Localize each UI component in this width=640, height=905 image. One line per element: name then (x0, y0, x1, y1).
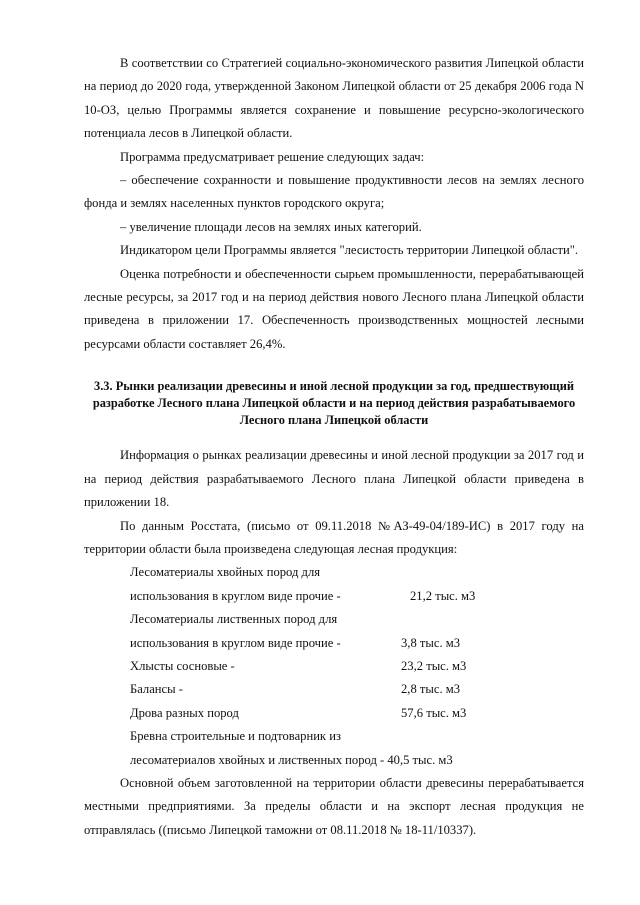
product-value: 21,2 тыс. м3 (410, 588, 476, 603)
product-name: Бревна строительные и подтоварник из (130, 729, 341, 744)
product-line (84, 678, 584, 701)
product-name: использования в круглом виде прочие - (130, 635, 341, 650)
product-name: Балансы - (130, 682, 183, 697)
paragraph-task-1: – обеспечение сохранности и повышение продуктивности лесов на землях лесного фонда и землях населенных пунктов городского округа; (84, 173, 584, 211)
product-line (84, 725, 584, 748)
product-name: использования в круглом виде прочие - (130, 588, 341, 603)
document-page (84, 52, 584, 842)
product-value: 3,8 тыс. м3 (401, 635, 461, 650)
product-name: лесоматериалов хвойных и лиственных пород - (130, 752, 385, 767)
paragraph-goal: В соответствии со Стратегией социально-экономического развития Липецкой области на период до 2020 года, утвержденной Законом Липецкой области от 25 декабря 2006 года N 10-ОЗ, целью Программы является сохранение и повышение ресурсно-экологического потенциала лесов в Липецкой области. (84, 56, 584, 141)
paragraph-markets-info: Информация о рынках реализации древесины и иной лесной продукции за 2017 год и на период действия разрабатываемого Лесного плана Липецкой области приведена в приложении 18. (84, 448, 584, 510)
paragraph-assessment: Оценка потребности и обеспеченности сырьем промышленности, перерабатывающей лесные ресурсы, за 2017 год и на период действия нового Лесного плана Липецкой области приведена в приложении 17. Обеспеченность производственных мощностей лесными ресурсами области составляет 26,4%. (84, 266, 584, 351)
product-line (84, 561, 584, 584)
product-value: 23,2 тыс. м3 (401, 658, 467, 673)
product-line (84, 585, 584, 608)
product-value: 57,6 тыс. м3 (401, 705, 467, 720)
paragraph-tasks-intro: Программа предусматривает решение следующих задач: (120, 149, 425, 164)
product-value: 2,8 тыс. м3 (401, 682, 461, 697)
product-name: Лесоматериалы лиственных пород для (130, 612, 338, 627)
product-list (84, 561, 584, 772)
product-name: Хлысты сосновые - (130, 658, 235, 673)
product-name: Лесоматериалы хвойных пород для (130, 565, 321, 580)
product-line (84, 608, 584, 631)
product-value: 40,5 тыс. м3 (387, 752, 453, 767)
product-line (84, 749, 584, 772)
product-line (84, 632, 584, 655)
paragraph-task-2: – увеличение площади лесов на землях иных категорий. (120, 219, 422, 234)
paragraph-indicator: Индикатором цели Программы является "лесистость территории Липецкой области". (120, 243, 579, 258)
paragraph-export: Основной объем заготовленной на территории области древесины перерабатывается местными предприятиями. За пределы области и на экспорт лесная продукция не отправлялась ((письмо Липецкой таможни от 08.11.2018 № 18-11/10337). (84, 775, 584, 837)
product-line (84, 655, 584, 678)
product-name: Дрова разных пород (130, 705, 239, 720)
section-heading: 3.3. Рынки реализации древесины и иной лесной продукции за год, предшествующий разработке Лесного плана Липецкой области и на период действия разрабатываемого Лесного плана Липецкой области (92, 379, 576, 428)
product-line (84, 702, 584, 725)
paragraph-rosstat: По данным Росстата, (письмо от 09.11.2018 №АЗ-49-04/189-ИС) в 2017 году на территории области была произведена следующая лесная продукция: (84, 518, 584, 556)
